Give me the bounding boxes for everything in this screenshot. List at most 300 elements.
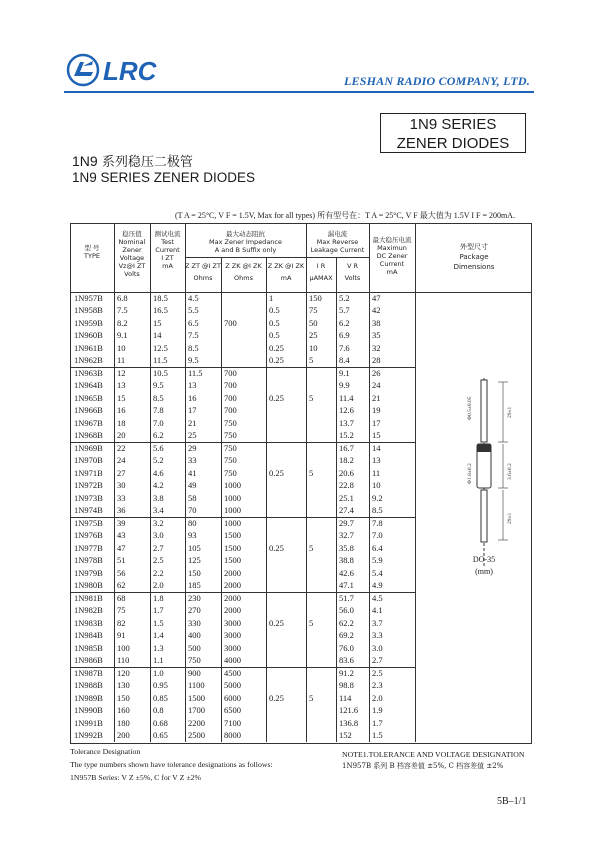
table-cell: 8.5	[372, 505, 383, 515]
table-cell: 1.5	[372, 730, 383, 740]
row-type-cell: 1N986B	[74, 655, 103, 665]
table-cell: 5	[309, 392, 314, 403]
table-cell: 9.5	[188, 355, 199, 365]
table-cell: 3.0	[372, 642, 383, 653]
table-cell: 13	[188, 380, 197, 390]
column-rule	[185, 224, 186, 742]
row-type-cell: 1N988B	[74, 680, 103, 690]
table-cell: 7100	[224, 717, 241, 728]
lrc-logo	[66, 52, 186, 88]
table-cell: 15	[372, 430, 381, 440]
table-cell: 2.5	[153, 555, 164, 565]
table-cell: 32.7	[339, 530, 354, 540]
table-cell: 500	[188, 642, 201, 653]
table-cell: 7.8	[153, 405, 164, 415]
table-cell: 1500	[224, 530, 241, 540]
row-type-cell: 1N970B	[74, 455, 103, 465]
table-cell: 68	[117, 592, 126, 603]
table-cell: 70	[188, 505, 197, 515]
table-cell: 200	[117, 730, 130, 740]
table-cell: 750	[224, 455, 237, 465]
column-rule	[306, 224, 307, 742]
row-type-cell: 1N981B	[74, 592, 103, 603]
table-cell: 1.4	[153, 630, 164, 640]
table-cell: 29.7	[339, 517, 354, 528]
table-cell: 9.5	[153, 380, 164, 390]
table-cell: 3000	[224, 630, 241, 640]
table-cell: 17	[188, 405, 197, 415]
hdr-zzt: Z ZT @I ZT Ohms	[185, 262, 221, 282]
table-cell: 20.6	[339, 467, 354, 478]
row-type-cell: 1N983B	[74, 617, 103, 628]
table-cell: 47	[117, 542, 126, 553]
table-cell: 75	[117, 605, 126, 615]
table-cell: 12.5	[153, 342, 168, 353]
column-rule	[415, 224, 416, 742]
table-cell: 51	[117, 555, 126, 565]
table-cell: 185	[188, 580, 201, 590]
table-cell: 43	[117, 530, 126, 540]
dim-body-dia: Φ1.8±0.2	[467, 463, 473, 484]
table-cell: 7.0	[153, 417, 164, 428]
table-cell: 7.6	[339, 342, 350, 353]
series-line2: ZENER DIODES	[396, 135, 510, 152]
table-cell: 24	[372, 380, 381, 390]
table-cell: 91	[117, 630, 126, 640]
tolerance-line1: The type numbers shown have tolerance designations as follows:	[70, 760, 273, 769]
table-cell: 2000	[224, 605, 241, 615]
table-cell: 62	[117, 580, 126, 590]
table-cell: 29	[188, 442, 197, 453]
table-cell: 0.5	[269, 317, 280, 328]
table-cell: 28	[372, 355, 381, 365]
table-cell: 3.0	[153, 530, 164, 540]
table-cell: 1.8	[153, 592, 164, 603]
table-cell: 56	[117, 567, 126, 578]
table-cell: 180	[117, 717, 130, 728]
table-cell: 110	[117, 655, 130, 665]
table-cell: 10	[309, 342, 318, 353]
title-cn-prefix: 1N9	[72, 153, 98, 169]
table-cell: 5	[309, 467, 314, 478]
table-cell: 0.25	[269, 355, 284, 365]
table-cell: 230	[188, 592, 201, 603]
note-title: NOTE1.TOLERANCE AND VOLTAGE DESIGNATION	[342, 750, 525, 759]
table-cell: 3.7	[372, 617, 383, 628]
table-cell: 5.9	[372, 555, 383, 565]
row-type-cell: 1N980B	[74, 580, 103, 590]
table-cell: 330	[188, 617, 201, 628]
table-cell: 8.5	[188, 342, 199, 353]
row-type-cell: 1N975B	[74, 517, 103, 528]
table-cell: 9.1	[339, 367, 350, 378]
table-cell: 27.4	[339, 505, 354, 515]
table-cell: 1000	[224, 505, 241, 515]
table-cell: 160	[117, 705, 130, 715]
table-cell: 1.1	[153, 655, 164, 665]
table-cell: 22	[117, 442, 126, 453]
row-type-cell: 1N971B	[74, 467, 103, 478]
table-cell: 2.2	[153, 567, 164, 578]
table-cell: 9.2	[372, 492, 383, 503]
table-cell: 49	[188, 480, 197, 490]
table-cell: 21	[188, 417, 197, 428]
table-cell: 105	[188, 542, 201, 553]
table-cell: 750	[224, 417, 237, 428]
row-type-cell: 1N962B	[74, 355, 103, 365]
header-bottom-rule	[71, 292, 531, 293]
table-cell: 20	[117, 430, 126, 440]
row-type-cell: 1N990B	[74, 705, 103, 715]
hdr-ir: I R μAMAX	[309, 262, 333, 282]
table-cell: 0.25	[269, 392, 284, 403]
table-cell: 39	[117, 517, 126, 528]
row-type-cell: 1N965B	[74, 392, 103, 403]
table-cell: 11.5	[153, 355, 168, 365]
table-cell: 4.1	[372, 605, 383, 615]
test-conditions: (T A = 25°C, V F = 1.5V, Max for all types) 所有型号在：T A = 25°C, V F 最大值为 1.5V I F = 200mA.	[175, 211, 515, 220]
row-type-cell: 1N991B	[74, 717, 103, 728]
table-cell: 75	[309, 305, 318, 315]
tolerance-line2: 1N957B Series: V Z ±5%, C for V Z ±2%	[70, 773, 201, 782]
dim-len-bottom: 29±1	[507, 512, 513, 524]
table-cell: 16.5	[153, 305, 168, 315]
table-cell: 5.2	[339, 292, 350, 303]
hdr-zzk: Z ZK @I ZK Ohms	[225, 262, 262, 282]
table-cell: 2.5	[372, 667, 383, 678]
table-cell: 8000	[224, 730, 241, 740]
table-cell: 1.3	[153, 642, 164, 653]
table-cell: 62.2	[339, 617, 354, 628]
table-cell: 18.2	[339, 455, 354, 465]
table-cell: 121.6	[339, 705, 359, 715]
table-cell: 9.1	[117, 330, 128, 340]
table-cell: 6.5	[188, 317, 199, 328]
table-cell: 5	[309, 692, 314, 703]
hdr-izt: 测试电流 Test Current I ZT mA	[154, 230, 181, 270]
hdr-leakage-group: 漏电流 Max Reverse Leakage Current	[310, 230, 365, 254]
table-cell: 27	[117, 467, 126, 478]
table-cell: 19	[372, 405, 381, 415]
hdr-vz: 稳压值 Nominal Zener Voltage Vz@I ZT Volts	[118, 230, 146, 278]
table-cell: 0.5	[269, 330, 280, 340]
table-cell: 18.5	[153, 292, 168, 303]
table-cell: 100	[117, 642, 130, 653]
table-cell: 700	[224, 380, 237, 390]
table-cell: 700	[224, 405, 237, 415]
table-cell: 270	[188, 605, 201, 615]
table-cell: 47	[372, 292, 381, 303]
table-cell: 33	[117, 492, 126, 503]
table-cell: 10	[372, 480, 381, 490]
row-type-cell: 1N979B	[74, 567, 103, 578]
table-cell: 3000	[224, 617, 241, 628]
table-cell: 1000	[224, 480, 241, 490]
table-cell: 5000	[224, 680, 241, 690]
table-cell: 13	[117, 380, 126, 390]
table-cell: 0.25	[269, 342, 284, 353]
table-cell: 3.2	[153, 517, 164, 528]
table-cell: 6.2	[339, 317, 350, 328]
row-type-cell: 1N961B	[74, 342, 103, 353]
table-cell: 98.8	[339, 680, 354, 690]
column-rule	[114, 224, 115, 742]
table-cell: 56.0	[339, 605, 354, 615]
table-cell: 36	[117, 505, 126, 515]
row-type-cell: 1N989B	[74, 692, 103, 703]
table-cell: 400	[188, 630, 201, 640]
page-number: 5B–1/1	[497, 796, 527, 807]
table-cell: 4.5	[188, 292, 199, 303]
dim-body-len: 3.6±0.2	[507, 463, 513, 480]
table-cell: 11.4	[339, 392, 354, 403]
column-rule	[221, 257, 222, 742]
table-cell: 42	[372, 305, 381, 315]
table-cell: 7.5	[117, 305, 128, 315]
tolerance-title: Tolerance Designation	[70, 747, 141, 756]
table-cell: 50	[309, 317, 318, 328]
table-cell: 2200	[188, 717, 205, 728]
table-cell: 6.8	[117, 292, 128, 303]
table-cell: 80	[188, 517, 197, 528]
row-type-cell: 1N978B	[74, 555, 103, 565]
table-cell: 25	[188, 430, 197, 440]
table-cell: 4.6	[153, 467, 164, 478]
table-cell: 13.7	[339, 417, 354, 428]
table-cell: 4.9	[372, 580, 383, 590]
row-type-cell: 1N984B	[74, 630, 103, 640]
header-rule	[64, 91, 534, 93]
table-cell: 1.7	[153, 605, 164, 615]
table-cell: 750	[224, 442, 237, 453]
table-cell: 5.5	[188, 305, 199, 315]
table-cell: 58	[188, 492, 197, 503]
hdr-izm: 最大稳压电流 Maximun DC Zener Current mA	[372, 236, 412, 276]
table-cell: 4000	[224, 655, 241, 665]
row-type-cell: 1N966B	[74, 405, 103, 415]
table-cell: 11.5	[188, 367, 203, 378]
table-cell: 35.8	[339, 542, 354, 553]
table-cell: 1100	[188, 680, 205, 690]
table-cell: 0.25	[269, 542, 284, 553]
table-cell: 11	[372, 467, 381, 478]
table-cell: 5	[309, 542, 314, 553]
table-cell: 16	[188, 392, 197, 403]
table-cell: 6.4	[372, 542, 383, 553]
table-cell: 24	[117, 455, 126, 465]
table-cell: 12	[117, 367, 126, 378]
table-cell: 8.4	[339, 355, 350, 365]
table-cell: 6000	[224, 692, 241, 703]
row-type-cell: 1N972B	[74, 480, 103, 490]
table-cell: 12.6	[339, 405, 354, 415]
table-cell: 750	[188, 655, 201, 665]
title-chinese	[72, 151, 193, 170]
row-type-cell: 1N969B	[74, 442, 103, 453]
table-cell: 3.3	[372, 630, 383, 640]
do35-drawing	[440, 372, 530, 576]
table-cell: 1700	[188, 705, 205, 715]
table-cell: 5.7	[339, 305, 350, 315]
table-cell: 152	[339, 730, 352, 740]
table-cell: 0.95	[153, 680, 168, 690]
row-type-cell: 1N974B	[74, 505, 103, 515]
table-cell: 130	[117, 680, 130, 690]
table-cell: 4500	[224, 667, 241, 678]
table-cell: 700	[224, 392, 237, 403]
table-cell: 14	[372, 442, 381, 453]
table-cell: 2.0	[153, 580, 164, 590]
row-type-cell: 1N973B	[74, 492, 103, 503]
table-cell: 33	[188, 455, 197, 465]
table-cell: 35	[372, 330, 381, 340]
table-cell: 2.3	[372, 680, 383, 690]
package-unit: (mm)	[475, 567, 493, 576]
table-cell: 2.7	[372, 655, 383, 665]
table-cell: 6.9	[339, 330, 350, 340]
table-cell: 0.25	[269, 617, 284, 628]
table-cell: 1000	[224, 492, 241, 503]
row-type-cell: 1N985B	[74, 642, 103, 653]
table-cell: 0.65	[153, 730, 168, 740]
row-type-cell: 1N968B	[74, 430, 103, 440]
title-english: 1N9 SERIES ZENER DIODES	[72, 170, 256, 185]
table-cell: 0.68	[153, 717, 168, 728]
series-line1: 1N9 SERIES	[409, 116, 497, 133]
table-cell: 6500	[224, 705, 241, 715]
table-cell: 17	[372, 417, 381, 428]
dim-len-top: 29±1	[507, 406, 513, 418]
table-cell: 15.2	[339, 430, 354, 440]
table-cell: 13	[372, 455, 381, 465]
hdr-vr: V R Volts	[344, 262, 361, 282]
table-cell: 25	[309, 330, 318, 340]
table-cell: 7.5	[188, 330, 199, 340]
table-cell: 0.85	[153, 692, 168, 703]
table-cell: 1500	[224, 542, 241, 553]
table-cell: 69.2	[339, 630, 354, 640]
row-type-cell: 1N977B	[74, 542, 103, 553]
table-cell: 150	[309, 292, 322, 303]
table-cell: 2000	[224, 567, 241, 578]
hdr-package: 外型尺寸 Package Dimensions	[453, 243, 495, 271]
table-cell: 15	[117, 392, 126, 403]
table-cell: 0.25	[269, 467, 284, 478]
table-cell: 2500	[188, 730, 205, 740]
table-cell: 8.2	[117, 317, 128, 328]
hdr-izk: Z ZK @I ZK mA	[267, 262, 305, 282]
table-cell: 91.2	[339, 667, 354, 678]
table-cell: 11	[117, 355, 126, 365]
table-cell: 0.25	[269, 692, 284, 703]
table-cell: 16	[117, 405, 126, 415]
table-cell: 18	[117, 417, 126, 428]
column-rule	[150, 224, 151, 742]
table-cell: 1.9	[372, 705, 383, 715]
table-cell: 1000	[224, 517, 241, 528]
table-cell: 10.5	[153, 367, 168, 378]
table-cell: 1.0	[153, 667, 164, 678]
row-type-cell: 1N964B	[74, 380, 103, 390]
column-rule	[369, 224, 370, 742]
table-cell: 700	[224, 317, 237, 328]
package-name: DO-35	[472, 555, 496, 564]
row-type-cell: 1N960B	[74, 330, 103, 340]
table-cell: 47.1	[339, 580, 354, 590]
row-type-cell: 1N963B	[74, 367, 103, 378]
table-cell: 26	[372, 367, 381, 378]
table-cell: 136.8	[339, 717, 359, 728]
table-cell: 7.0	[372, 530, 383, 540]
table-cell: 6.2	[153, 430, 164, 440]
table-cell: 3.4	[153, 505, 164, 515]
table-cell: 900	[188, 667, 201, 678]
hdr-type: 型 号 TYPE	[84, 244, 100, 260]
table-cell: 25.1	[339, 492, 354, 503]
logo-text: LRC	[103, 56, 157, 86]
table-cell: 93	[188, 530, 197, 540]
table-cell: 4.2	[153, 480, 164, 490]
row-type-cell: 1N959B	[74, 317, 103, 328]
table-cell: 1.5	[153, 617, 164, 628]
table-cell: 7.8	[372, 517, 383, 528]
table-cell: 150	[188, 567, 201, 578]
table-cell: 120	[117, 667, 130, 678]
table-cell: 3.8	[153, 492, 164, 503]
table-cell: 42.6	[339, 567, 354, 578]
row-type-cell: 1N957B	[74, 292, 103, 303]
title-cn-text: 系列稳压二极管	[101, 155, 193, 170]
table-cell: 41	[188, 467, 197, 478]
row-type-cell: 1N958B	[74, 305, 103, 315]
table-cell: 15	[153, 317, 162, 328]
table-cell: 76.0	[339, 642, 354, 653]
table-cell: 2000	[224, 580, 241, 590]
table-cell: 9.9	[339, 380, 350, 390]
row-type-cell: 1N967B	[74, 417, 103, 428]
table-cell: 1500	[224, 555, 241, 565]
table-cell: 2000	[224, 592, 241, 603]
table-cell: 5.2	[153, 455, 164, 465]
table-cell: 0.5	[269, 305, 280, 315]
dim-lead: Φ0.5±0.05	[467, 396, 473, 420]
header-subrule	[185, 257, 369, 258]
table-cell: 2.7	[153, 542, 164, 553]
table-cell: 21	[372, 392, 381, 403]
note-line: 1N957B 系列 B 档容差值 ±5%, C 档容差值 ±2%	[342, 762, 504, 770]
table-cell: 14	[153, 330, 162, 340]
table-cell: 30	[117, 480, 126, 490]
table-cell: 125	[188, 555, 201, 565]
table-cell: 83.6	[339, 655, 354, 665]
table-cell: 1.7	[372, 717, 383, 728]
row-type-cell: 1N982B	[74, 605, 103, 615]
table-cell: 5.4	[372, 567, 383, 578]
column-rule	[266, 257, 267, 742]
table-cell: 1	[269, 292, 274, 303]
row-type-cell: 1N976B	[74, 530, 103, 540]
table-cell: 51.7	[339, 592, 354, 603]
row-type-cell: 1N987B	[74, 667, 103, 678]
series-box	[380, 113, 526, 153]
table-cell: 32	[372, 342, 381, 353]
table-cell: 38.8	[339, 555, 354, 565]
company-name: LESHAN RADIO COMPANY, LTD.	[343, 74, 530, 88]
table-cell: 38	[372, 317, 381, 328]
hdr-impedance-group: 最大动态阻抗 Max Zener Impedance A and B Suffix only	[209, 230, 282, 254]
table-cell: 5	[309, 617, 314, 628]
table-cell: 150	[117, 692, 130, 703]
